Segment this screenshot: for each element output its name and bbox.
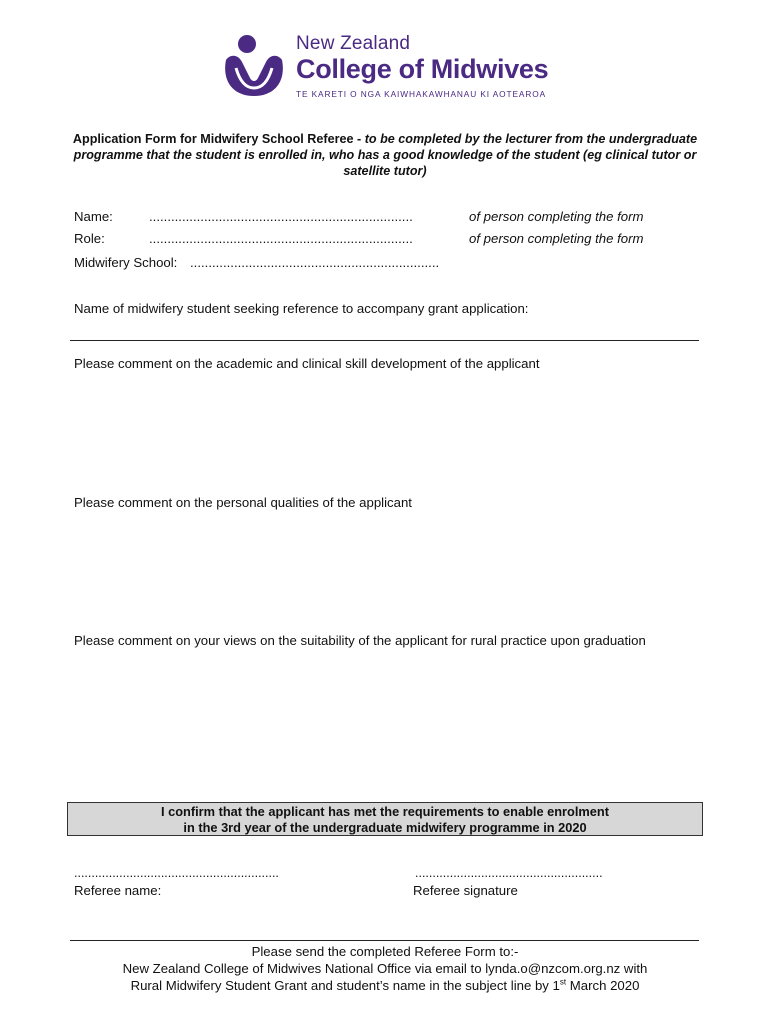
form-title-italic: to be completed by the lecturer from the undergraduate programme that the student is enrolled in, who has a good knowledge of the student (eg clinical tutor or satellite tutor)	[73, 132, 698, 178]
confirmation-line1: I confirm that the applicant has met the requirements to enable enrolment	[161, 804, 609, 819]
confirmation-line2: in the 3rd year of the undergraduate midwifery programme in 2020	[183, 820, 587, 835]
referee-name-label: Referee name:	[74, 883, 162, 898]
question-personal-qualities: Please comment on the personal qualities of the applicant	[74, 495, 412, 510]
name-field[interactable]: ........................................................................	[149, 209, 413, 224]
referee-signature-field[interactable]: ......................................................	[415, 866, 603, 880]
footer-line3-main: Rural Midwifery Student Grant and student’s name in the subject line by 1	[130, 978, 560, 993]
footer-instructions	[70, 943, 700, 994]
school-field[interactable]: ....................................................................	[190, 255, 440, 270]
role-field-suffix: of person completing the form	[469, 231, 644, 246]
org-name-line1: New Zealand	[296, 33, 411, 54]
footer-line2: New Zealand College of Midwives National Office via email to lynda.o@nzcom.org.nz with	[122, 961, 648, 976]
form-title	[60, 131, 710, 179]
question-rural-suitability: Please comment on your views on the suitability of the applicant for rural practice upon graduation	[74, 633, 646, 648]
school-label: Midwifery School:	[74, 255, 178, 270]
referee-signature-label: Referee signature	[413, 883, 518, 898]
confirmation-box	[67, 802, 703, 836]
student-name-prompt: Name of midwifery student seeking reference to accompany grant application:	[74, 301, 529, 316]
org-tagline: TE KARETI O NGA KAIWHAKAWHANAU KI AOTEAROA	[296, 89, 547, 99]
form-title-bold: Application Form for Midwifery School Referee -	[72, 132, 365, 146]
footer-divider	[70, 940, 699, 941]
name-label: Name:	[74, 209, 113, 224]
role-field[interactable]: ........................................................................	[149, 231, 413, 246]
question-academic-clinical: Please comment on the academic and clinical skill development of the applicant	[74, 356, 540, 371]
name-field-suffix: of person completing the form	[469, 209, 644, 224]
role-label: Role:	[74, 231, 105, 246]
footer-line3-end: March 2020	[566, 978, 640, 993]
footer-line1: Please send the completed Referee Form to:-	[251, 944, 519, 959]
referee-name-field[interactable]: ...........................................................	[74, 866, 279, 880]
student-name-line[interactable]	[70, 340, 699, 341]
footer-line3	[70, 977, 700, 994]
org-name-line2: College of Midwives	[296, 54, 549, 84]
answer-area-rural-suitability[interactable]	[70, 653, 700, 793]
answer-area-personal-qualities[interactable]	[70, 515, 700, 625]
answer-area-academic-clinical[interactable]	[70, 376, 700, 486]
nzcom-logo-icon	[218, 32, 290, 100]
footer-line3-sup: st	[559, 977, 567, 987]
